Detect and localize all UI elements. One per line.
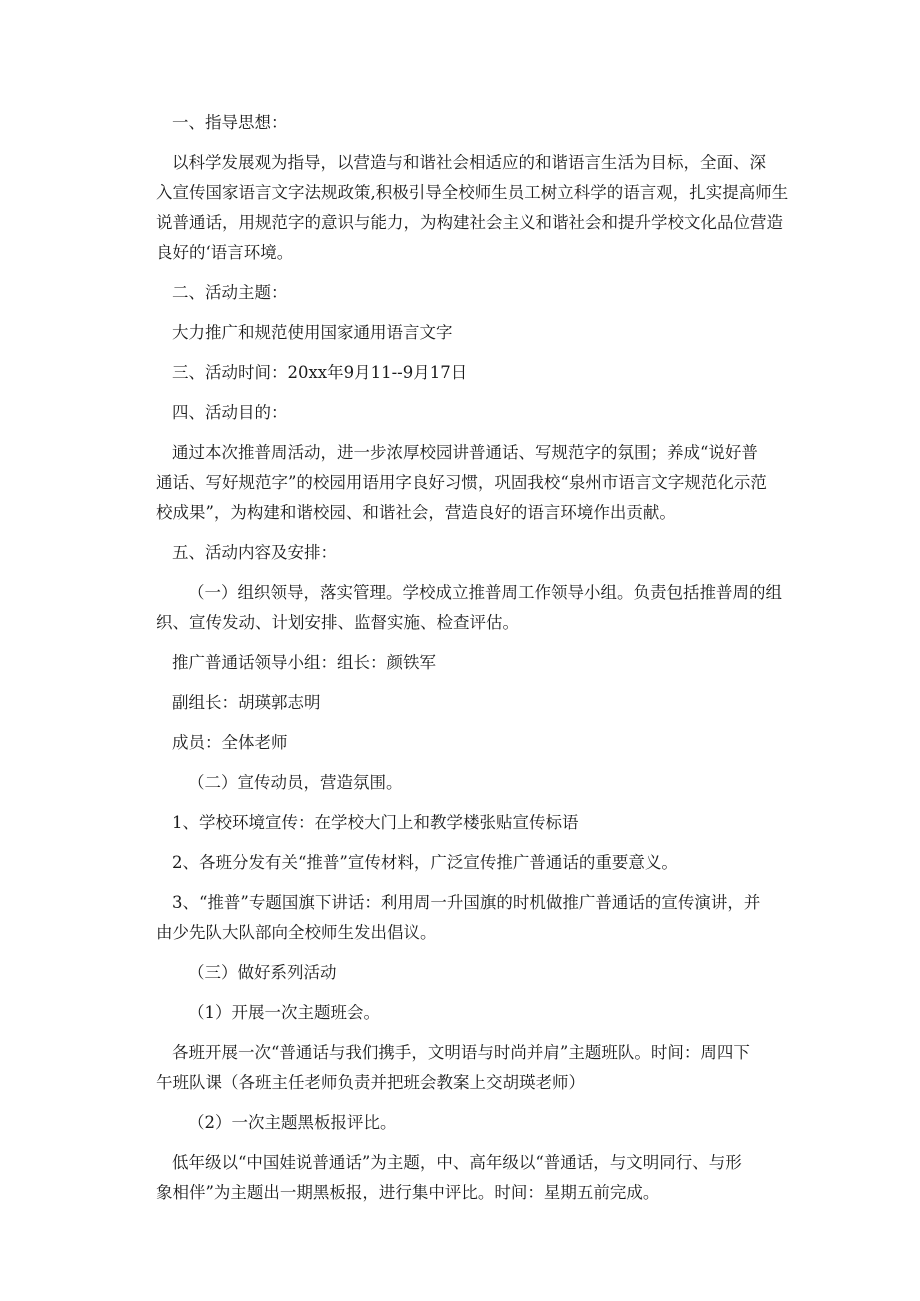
heading-activity-content <box>172 538 798 568</box>
line: 副组长：胡瑛郭志明 <box>172 693 321 712</box>
line: 各班开展一次“普通话与我们携手，文明语与时尚并肩”主题班队。时间：周四下 <box>172 1043 750 1062</box>
line: 说普通话，用规范字的意识与能力，为构建社会主义和谐社会和提升学校文化品位营造 <box>156 213 783 232</box>
item-class-materials <box>172 848 798 878</box>
line: 以科学发展观为指导，以营造与和谐社会相适应的和谐语言生活为目标，全面、深 <box>172 153 766 172</box>
line: 三、活动时间：20xx年9月11--9月17日 <box>172 363 468 382</box>
line: 四、活动目的： <box>172 403 288 422</box>
line: 3、“推普”专题国旗下讲话：利用周一升国旗的时机做推广普通话的宣传演讲，并 <box>172 893 761 912</box>
paragraph-organization <box>156 578 798 638</box>
heading-activity-time <box>172 358 798 388</box>
line: 由少先队大队部向全校师生发出倡议。 <box>156 923 437 942</box>
deputy-leader <box>172 688 798 718</box>
activity-theme-text <box>172 318 798 348</box>
line: 入宣传国家语言文字法规政策,积极引导全校师生员工树立科学的语言观，扎实提高师生 <box>156 183 789 202</box>
heading-activity-theme <box>172 278 798 308</box>
paragraph-guiding-thought <box>156 148 798 268</box>
paragraph-activity-purpose <box>156 438 798 528</box>
heading-publicity <box>172 768 798 798</box>
leader-group <box>172 648 798 678</box>
line: 低年级以“中国娃说普通话”为主题，中、高年级以“普通话，与文明同行、与形 <box>172 1153 742 1172</box>
heading-blackboard-contest <box>172 1108 798 1138</box>
paragraph-blackboard-contest <box>156 1148 798 1208</box>
line: （1）开展一次主题班会。 <box>188 1003 380 1022</box>
line: 大力推广和规范使用国家通用语言文字 <box>172 323 453 342</box>
line: 成员：全体老师 <box>172 733 288 752</box>
heading-guiding-thought <box>172 108 798 138</box>
line: 1、学校环境宣传：在学校大门上和教学楼张贴宣传标语 <box>172 813 579 832</box>
line: 象相伴”为主题出一期黑板报，进行集中评比。时间：星期五前完成。 <box>156 1183 660 1202</box>
line: 2、各班分发有关“推普”宣传材料，广泛宣传推广普通话的重要意义。 <box>172 853 678 872</box>
item-environment-publicity <box>172 808 798 838</box>
document-body <box>156 108 798 1208</box>
heading-theme-class-meeting <box>172 998 798 1028</box>
line: 一、指导思想： <box>172 113 288 132</box>
line: 五、活动内容及安排： <box>172 543 337 562</box>
line: 织、宣传发动、计划安排、监督实施、检查评估。 <box>156 613 519 632</box>
heading-activity-purpose <box>172 398 798 428</box>
line: 通过本次推普周活动，进一步浓厚校园讲普通话、写规范字的氛围；养成“说好普 <box>172 443 758 462</box>
line: 通话、写好规范字”的校园用语用字良好习惯，巩固我校“泉州市语言文字规范化示范 <box>156 473 767 492</box>
line: （2）一次主题黑板报评比。 <box>188 1113 397 1132</box>
members <box>172 728 798 758</box>
paragraph-class-meeting <box>156 1038 798 1098</box>
line: 推广普通话领导小组：组长：颜铁军 <box>172 653 436 672</box>
line: （三）做好系列活动 <box>188 963 337 982</box>
line: 良好的‘语言环境。 <box>156 243 294 262</box>
line: 二、活动主题： <box>172 283 288 302</box>
item-flag-speech <box>156 888 798 948</box>
line: （一）组织领导，落实管理。学校成立推普周工作领导小组。负责包括推普周的组 <box>188 583 782 602</box>
line: （二）宣传动员，营造氛围。 <box>188 773 403 792</box>
line: 午班队课（各班主任老师负责并把班会教案上交胡瑛老师） <box>156 1073 585 1092</box>
heading-series-activities <box>172 958 798 988</box>
line: 校成果”，为构建和谐校园、和谐社会，营造良好的语言环境作出贡献。 <box>156 503 676 522</box>
